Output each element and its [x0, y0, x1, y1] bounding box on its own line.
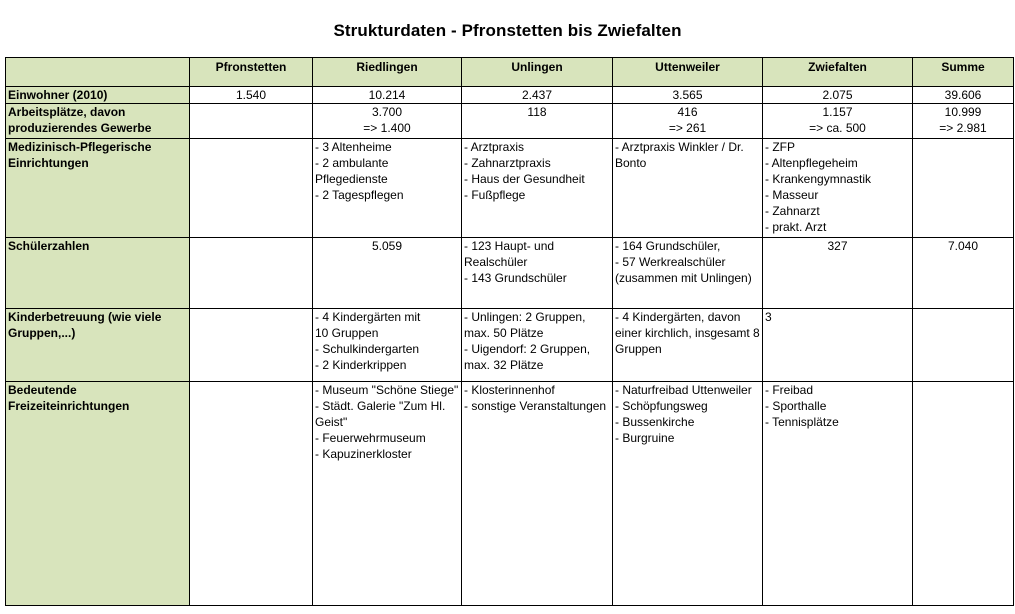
- schueler-pfronstetten: [190, 238, 313, 309]
- schueler-zwiefalten: 327: [763, 238, 913, 309]
- column-header-riedlingen: Riedlingen: [313, 58, 462, 87]
- list-item: - Altenpflegeheim: [765, 156, 858, 170]
- list-item: - Tennisplätze: [765, 415, 839, 429]
- column-header-zwiefalten: Zwiefalten: [763, 58, 913, 87]
- list-item: - 123 Haupt- und Realschüler: [464, 239, 558, 269]
- list-item: - Schulkindergarten: [315, 342, 420, 356]
- row-einwohner: [6, 87, 1014, 104]
- list-item: - Bussenkirche: [615, 415, 695, 429]
- list-item: - Städt. Galerie "Zum Hl. Geist": [315, 399, 449, 429]
- kinder-unlingen-list: [464, 309, 610, 373]
- arbeit-unlingen-total: 118: [527, 105, 547, 119]
- list-item: - Sporthalle: [765, 399, 827, 413]
- freizeit-unlingen-list: [464, 382, 610, 414]
- arbeit-summe-total: 10.999: [944, 105, 982, 119]
- freizeit-riedlingen: [313, 382, 462, 606]
- list-item: - 2 Kinderkrippen: [315, 358, 407, 372]
- medizin-uttenweiler: [613, 139, 763, 238]
- kinder-riedlingen-list: [315, 309, 459, 373]
- freizeit-unlingen: [462, 382, 613, 606]
- list-item: - Krankengymnastik: [765, 172, 872, 186]
- column-header-unlingen: Unlingen: [462, 58, 613, 87]
- medizin-pfronstetten: [190, 139, 313, 238]
- list-item: - prakt. Arzt: [765, 220, 827, 234]
- freizeit-pfronstetten: [190, 382, 313, 606]
- medizin-zwiefalten-list: [765, 139, 910, 235]
- schueler-unlingen: [462, 238, 613, 309]
- arbeit-riedlingen: [313, 104, 462, 139]
- schueler-unlingen-list: [464, 238, 610, 286]
- einwohner-zwiefalten: 2.075: [763, 87, 913, 104]
- list-item: - 2 ambulante: [315, 156, 389, 170]
- medizin-riedlingen-list: [315, 139, 459, 203]
- arbeit-riedlingen-produzierend: => 1.400: [363, 121, 411, 135]
- list-item: - Unlingen: 2 Gruppen, max. 50 Plätze: [464, 310, 589, 340]
- list-item: - ZFP: [765, 140, 795, 154]
- einwohner-summe: 39.606: [913, 87, 1014, 104]
- freizeit-summe: [913, 382, 1014, 606]
- kinder-unlingen: [462, 309, 613, 382]
- medizin-unlingen-list: [464, 139, 610, 203]
- kinder-summe: [913, 309, 1014, 382]
- list-item: - Burgruine: [615, 431, 675, 445]
- row-arbeitsplaetze: [6, 104, 1014, 139]
- schueler-uttenweiler-list: [615, 238, 760, 286]
- column-header-pfronstetten: Pfronstetten: [190, 58, 313, 87]
- medizin-summe: [913, 139, 1014, 238]
- list-item: - 2 Tagespflegen: [315, 188, 404, 202]
- schueler-riedlingen: 5.059: [313, 238, 462, 309]
- row-label-einwohner: Einwohner (2010): [6, 87, 190, 104]
- row-kinderbetreuung: [6, 309, 1014, 382]
- list-item: - Zahnarztpraxis: [464, 156, 551, 170]
- arbeit-unlingen: [462, 104, 613, 139]
- arbeit-zwiefalten-produzierend: => ca. 500: [809, 121, 866, 135]
- list-item: Pflegedienste: [315, 172, 388, 186]
- row-label-freizeit: Bedeutende Freizeiteinrichtungen: [6, 382, 190, 606]
- structure-table: [5, 57, 1014, 606]
- row-freizeit: [6, 382, 1014, 606]
- kinder-riedlingen: [313, 309, 462, 382]
- arbeit-zwiefalten: [763, 104, 913, 139]
- list-item: - Arztpraxis Winkler / Dr. Bonto: [615, 140, 748, 170]
- kinder-zwiefalten: 3: [763, 309, 913, 382]
- list-item: - Fußpflege: [464, 188, 526, 202]
- list-item: - Uigendorf: 2 Gruppen, max. 32 Plätze: [464, 342, 594, 372]
- freizeit-uttenweiler-list: [615, 382, 760, 446]
- page-title: Strukturdaten - Pfronstetten bis Zwiefalten: [333, 21, 682, 40]
- arbeit-zwiefalten-total: 1.157: [822, 105, 853, 119]
- row-label-medizin: Medizinisch-Pflegerische Einrichtungen: [6, 139, 190, 238]
- row-label-schueler: Schülerzahlen: [6, 238, 190, 309]
- list-item: - Klosterinnenhof: [464, 383, 555, 397]
- kinder-pfronstetten: [190, 309, 313, 382]
- einwohner-pfronstetten: 1.540: [190, 87, 313, 104]
- schueler-uttenweiler: [613, 238, 763, 309]
- list-item: - 164 Grundschüler,: [615, 239, 721, 253]
- arbeit-riedlingen-total: 3.700: [371, 105, 403, 119]
- list-item: - 143 Grundschüler: [464, 271, 567, 285]
- column-header-summe: Summe: [913, 58, 1014, 87]
- schueler-summe: 7.040: [913, 238, 1014, 309]
- row-label-arbeitsplaetze: Arbeitsplätze, davon produzierendes Gewerbe: [6, 104, 190, 139]
- freizeit-zwiefalten-list: [765, 382, 910, 430]
- list-item: - 57 Werkrealschüler (zusammen mit Unlingen): [615, 255, 752, 285]
- medizin-riedlingen: [313, 139, 462, 238]
- kinder-uttenweiler: [613, 309, 763, 382]
- list-item: - 4 Kindergärten mit: [315, 310, 421, 324]
- list-item: - Arztpraxis: [464, 140, 525, 154]
- list-item: - Masseur: [765, 188, 819, 202]
- list-item: 10 Gruppen: [315, 326, 379, 340]
- freizeit-riedlingen-list: [315, 382, 459, 462]
- list-item: - Schöpfungsweg: [615, 399, 708, 413]
- list-item: - Feuerwehrmuseum: [315, 431, 426, 445]
- list-item: - Freibad: [765, 383, 814, 397]
- freizeit-uttenweiler: [613, 382, 763, 606]
- einwohner-uttenweiler: 3.565: [613, 87, 763, 104]
- list-item: - Museum "Schöne Stiege": [315, 383, 459, 397]
- arbeit-uttenweiler-total: 416: [677, 105, 698, 119]
- arbeit-uttenweiler: [613, 104, 763, 139]
- arbeit-pfronstetten: [190, 104, 313, 139]
- arbeit-summe: [913, 104, 1014, 139]
- arbeit-summe-produzierend: => 2.981: [939, 121, 987, 135]
- list-item: - Haus der Gesundheit: [464, 172, 585, 186]
- medizin-uttenweiler-list: [615, 139, 760, 171]
- header-corner: [6, 58, 190, 87]
- list-item: - 3 Altenheime: [315, 140, 392, 154]
- row-schueler: [6, 238, 1014, 309]
- einwohner-riedlingen: 10.214: [313, 87, 462, 104]
- header-row: [6, 58, 1014, 87]
- einwohner-unlingen: 2.437: [462, 87, 613, 104]
- column-header-uttenweiler: Uttenweiler: [613, 58, 763, 87]
- medizin-unlingen: [462, 139, 613, 238]
- row-label-kinderbetreuung: Kinderbetreuung (wie viele Gruppen,...): [6, 309, 190, 382]
- list-item: - sonstige Veranstaltungen: [464, 399, 607, 413]
- list-item: - Kapuzinerkloster: [315, 447, 412, 461]
- list-item: - Zahnarzt: [765, 204, 820, 218]
- freizeit-zwiefalten: [763, 382, 913, 606]
- medizin-zwiefalten: [763, 139, 913, 238]
- list-item: - Naturfreibad Uttenweiler: [615, 383, 752, 397]
- row-medizin: [6, 139, 1014, 238]
- arbeit-uttenweiler-produzierend: => 261: [668, 121, 707, 135]
- kinder-uttenweiler-list: [615, 309, 764, 357]
- list-item: - 4 Kindergärten, davon einer kirchlich, insgesamt 8 Gruppen: [615, 310, 764, 356]
